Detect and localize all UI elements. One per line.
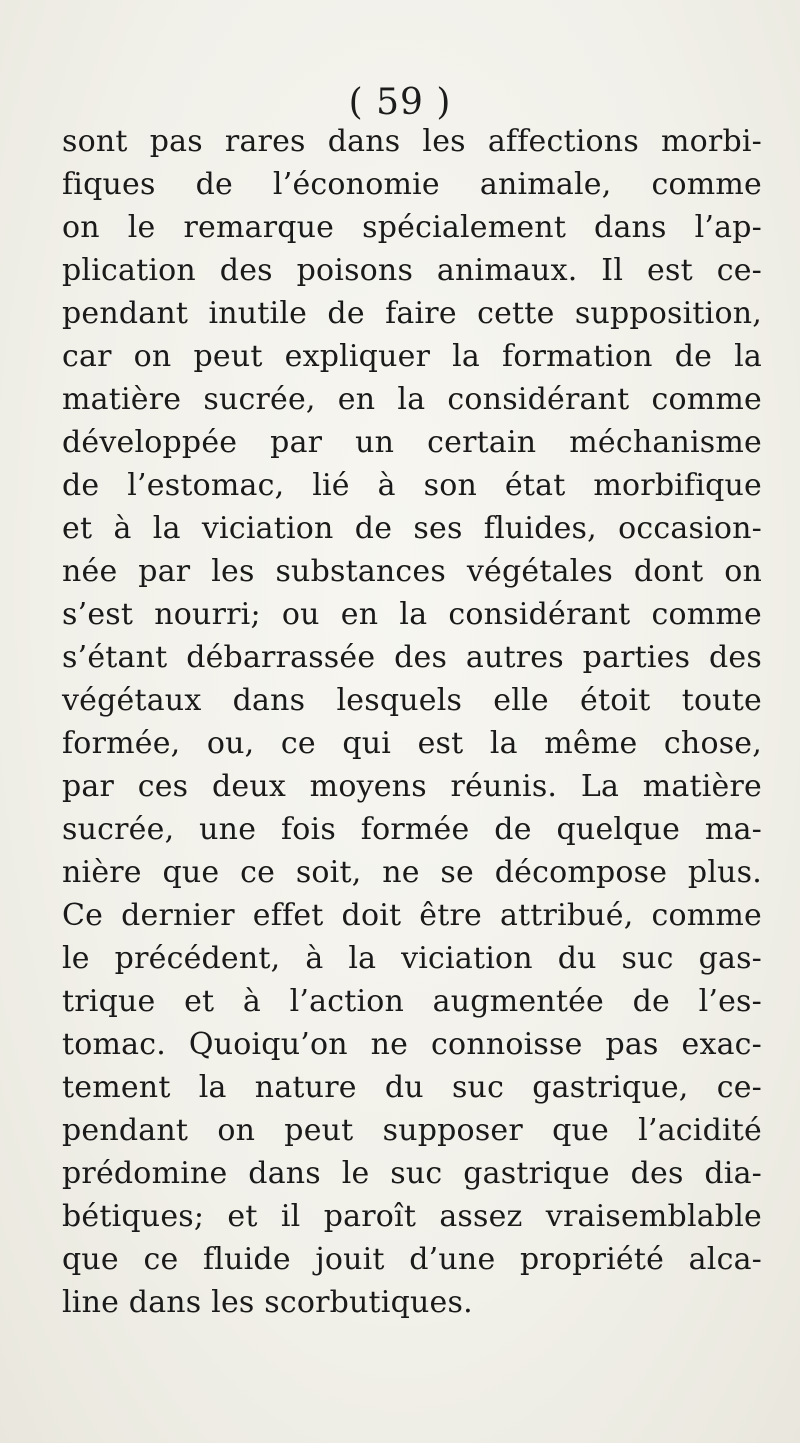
text-line: sucrée, une fois formée de quelque ma-: [62, 812, 762, 847]
text-line: et à la viciation de ses fluides, occasion-: [62, 511, 762, 546]
text-line: née par les substances végétales dont on: [62, 554, 762, 589]
text-line: on le remarque spécialement dans l’ap-: [62, 210, 762, 245]
page-number: ( 59 ): [348, 82, 452, 123]
text-line: pendant on peut supposer que l’acidité: [62, 1113, 762, 1148]
text-line: tomac. Quoiqu’on ne connoisse pas exac-: [62, 1027, 762, 1062]
text-line: bétiques; et il paroît assez vraisemblable: [62, 1199, 762, 1234]
text-line: végétaux dans lesquels elle étoit toute: [62, 683, 762, 718]
text-line: sont pas rares dans les affections morbi-: [62, 124, 762, 159]
text-line: matière sucrée, en la considérant comme: [62, 382, 762, 417]
text-line: le précédent, à la viciation du suc gas-: [62, 941, 762, 976]
text-line: fiques de l’économie animale, comme: [62, 167, 762, 202]
text-line: prédomine dans le suc gastrique des dia-: [62, 1156, 762, 1191]
text-line: car on peut expliquer la formation de la: [62, 339, 762, 374]
text-line: par ces deux moyens réunis. La matière: [62, 769, 762, 804]
text-line: trique et à l’action augmentée de l’es-: [62, 984, 762, 1019]
text-line: nière que ce soit, ne se décompose plus.: [62, 855, 762, 890]
text-line: formée, ou, ce qui est la même chose,: [62, 726, 762, 761]
text-line: s’est nourri; ou en la considérant comme: [62, 597, 762, 632]
text-line: plication des poisons animaux. Il est ce-: [62, 253, 762, 288]
text-line: développée par un certain méchanisme: [62, 425, 762, 460]
text-line: de l’estomac, lié à son état morbifique: [62, 468, 762, 503]
text-line: Ce dernier effet doit être attribué, comme: [62, 898, 762, 933]
text-line-last: line dans les scorbutiques.: [62, 1285, 473, 1320]
text-line: que ce fluide jouit d’une propriété alca-: [62, 1242, 762, 1277]
text-line: s’étant débarrassée des autres parties des: [62, 640, 762, 675]
text-line: pendant inutile de faire cette supposition,: [62, 296, 762, 331]
body-text: [62, 120, 762, 1324]
text-line: tement la nature du suc gastrique, ce-: [62, 1070, 762, 1105]
